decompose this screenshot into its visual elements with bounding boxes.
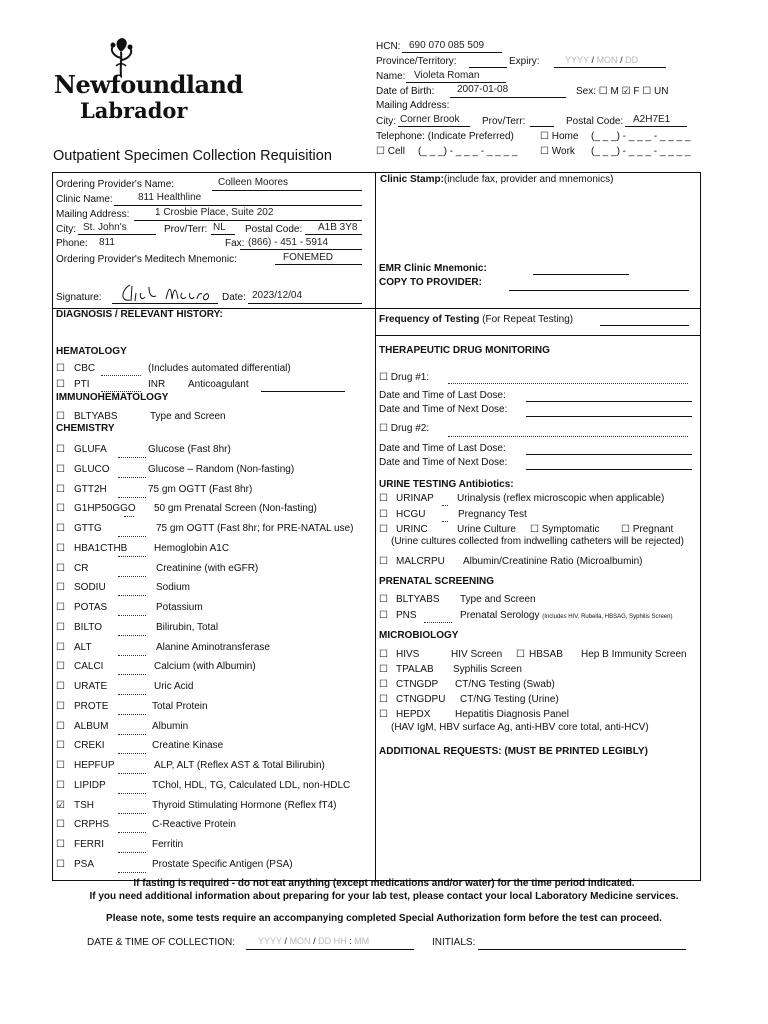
checkbox[interactable]: ☐ xyxy=(379,649,388,660)
test-code: PNS xyxy=(396,610,417,621)
cell-phone-checkbox[interactable]: ☐ Cell xyxy=(376,146,405,157)
collection-label: DATE & TIME OF COLLECTION: xyxy=(87,937,235,948)
test-desc: Creatinine (with eGFR) xyxy=(156,562,259,574)
expiry-field[interactable]: YYYY / MON / DD xyxy=(565,55,639,65)
test-code: PROTE xyxy=(74,700,109,712)
test-code: HBSAB xyxy=(529,649,563,660)
test-desc: Hepatitis Diagnosis Panel xyxy=(455,709,569,720)
test-code: TPALAB xyxy=(396,664,434,675)
test-desc: 75 gm OGTT (Fast 8hr) xyxy=(148,483,253,495)
anticoagulant-label: Anticoagulant xyxy=(188,379,249,390)
hepdx-note: (HAV IgM, HBV surface Ag, anti-HBV core total, anti-HCV) xyxy=(391,722,649,733)
hcn-label: HCN: xyxy=(376,41,401,52)
diagnosis-label: DIAGNOSIS / RELEVANT HISTORY: xyxy=(56,309,223,320)
provider-fax-field[interactable]: (866) - 451 - 5914 xyxy=(248,237,329,248)
checkbox[interactable]: ☐ xyxy=(56,444,65,455)
checkbox[interactable]: ☐ xyxy=(56,661,65,673)
provider-phone-field[interactable]: 811 xyxy=(99,237,115,248)
urine-culture-note: (Urine cultures collected from indwelling catheters will be rejected) xyxy=(391,536,684,547)
provider-city-field[interactable]: St. John's xyxy=(83,222,127,233)
sex-field[interactable]: Sex: ☐ M ☑ F ☐ UN xyxy=(576,86,669,97)
home-phone-checkbox[interactable]: ☐ Home xyxy=(540,131,579,142)
test-code: GLUCO xyxy=(74,463,110,475)
test-code: HCGU xyxy=(396,509,426,520)
checkbox[interactable]: ☐ xyxy=(379,610,388,621)
signature-label: Signature: xyxy=(56,292,102,303)
test-code: CALCI xyxy=(74,661,104,673)
checkbox[interactable]: ☐ xyxy=(56,523,65,534)
test-desc: Total Protein xyxy=(152,700,208,712)
test-code: CTNGDPU xyxy=(396,694,446,705)
test-desc: (Includes automated differential) xyxy=(148,363,291,374)
drug1-checkbox[interactable]: ☐ Drug #1: xyxy=(379,372,430,383)
test-code: CREKI xyxy=(74,740,105,752)
test-desc: C-Reactive Protein xyxy=(152,819,236,831)
provider-phone-label: Phone: xyxy=(56,238,88,249)
checkbox[interactable]: ☐ xyxy=(56,621,65,633)
test-code: URINC xyxy=(396,524,428,535)
provider-fax-label: Fax: xyxy=(225,238,245,249)
signature-date-field[interactable]: 2023/12/04 xyxy=(252,290,303,301)
urine-header: URINE TESTING Antibiotics: xyxy=(379,479,514,490)
special-authorization-note: Please note, some tests require an accompanying completed Special Authorization form before the test can proceed. xyxy=(106,913,662,924)
test-desc: Uric Acid xyxy=(154,681,194,692)
checkbox[interactable]: ☐ xyxy=(56,779,65,791)
provider-mailing-field[interactable]: 1 Crosbie Place, Suite 202 xyxy=(155,207,274,218)
test-desc: Type and Screen xyxy=(460,594,536,605)
signature-image xyxy=(118,280,216,304)
drug1-last-dose-label: Date and Time of Last Dose: xyxy=(379,390,506,401)
hcn-field[interactable]: 690 070 085 509 xyxy=(409,40,485,51)
test-code: BLTYABS xyxy=(396,594,440,605)
info-note: If you need additional information about preparing for your lab test, please contact your local Laboratory Medicine services. xyxy=(89,891,679,902)
home-phone-field[interactable]: (_ _ _) - _ _ _ - _ _ _ _ xyxy=(591,131,691,142)
mailing-address-label: Mailing Address: xyxy=(376,100,450,111)
provider-mnemonic-label: Ordering Provider's Meditech Mnemonic: xyxy=(56,254,237,265)
checkbox[interactable]: ☐ xyxy=(56,641,65,653)
checkbox[interactable]: ☐ xyxy=(379,524,388,535)
test-desc: Hemoglobin A1C xyxy=(154,542,230,554)
test-code: URINAP xyxy=(396,493,434,504)
checkbox[interactable]: ☐ xyxy=(379,664,388,675)
clinic-stamp-label: Clinic Stamp:(include fax, provider and mnemonics) xyxy=(380,174,614,185)
checkbox[interactable]: ☑ xyxy=(56,799,65,811)
city-field[interactable]: Corner Brook xyxy=(400,114,460,125)
patient-name-field[interactable]: Violeta Roman xyxy=(414,70,480,81)
test-code: HEPDX xyxy=(396,709,431,720)
work-phone-checkbox[interactable]: ☐ Work xyxy=(540,146,575,157)
initials-label: INITIALS: xyxy=(432,937,476,948)
test-code: SODIU xyxy=(74,582,106,594)
checkbox[interactable]: ☐ xyxy=(56,760,65,771)
provider-city-label: City: xyxy=(56,224,76,235)
checkbox[interactable]: ☐ xyxy=(56,858,65,870)
dob-field[interactable]: 2007-01-08 xyxy=(457,84,509,95)
city-label: City: xyxy=(376,116,396,127)
test-code: CR xyxy=(74,562,89,574)
test-code: G1HP50GGO xyxy=(74,503,136,515)
checkbox[interactable]: ☐ xyxy=(379,493,388,504)
test-desc: Albumin xyxy=(152,720,189,732)
test-code: ALT xyxy=(74,641,92,653)
collection-datetime-field[interactable]: YYYY / MON / DD HH : MM xyxy=(258,936,370,946)
test-code: URATE xyxy=(74,681,108,692)
provider-name-field[interactable]: Colleen Moores xyxy=(218,177,289,188)
name-label: Name: xyxy=(376,71,406,82)
test-desc: Thyroid Stimulating Hormone (Reflex fT4) xyxy=(152,799,337,811)
microbiology-header: MICROBIOLOGY xyxy=(379,630,459,641)
provider-mnemonic-field[interactable]: FONEMED xyxy=(283,252,333,263)
checkbox[interactable]: ☐ xyxy=(56,720,65,732)
signature-date-label: Date: xyxy=(222,292,246,303)
test-code: GLUFA xyxy=(74,444,107,455)
tdm-header: THERAPEUTIC DRUG MONITORING xyxy=(379,345,550,356)
drug2-last-dose-label: Date and Time of Last Dose: xyxy=(379,443,506,454)
chemistry-header: CHEMISTRY xyxy=(56,423,115,434)
checkbox[interactable]: ☐ xyxy=(56,379,65,390)
checkbox[interactable]: ☐ xyxy=(56,740,65,752)
test-desc: Urinalysis (reflex microscopic when applicable) xyxy=(457,493,665,504)
additional-requests-label: ADDITIONAL REQUESTS: (MUST BE PRINTED LEGIBLY) xyxy=(379,746,648,757)
test-desc: Glucose – Random (Non-fasting) xyxy=(148,463,295,475)
checkbox[interactable]: ☐ xyxy=(56,700,65,712)
test-desc: 75 gm OGTT (Fast 8hr; for PRE-NATAL use) xyxy=(156,523,354,534)
emr-mnemonic-label: EMR Clinic Mnemonic: xyxy=(379,263,487,274)
clinic-name-field[interactable]: 811 Healthline xyxy=(138,192,202,203)
checkbox[interactable]: ☐ xyxy=(56,839,65,850)
test-desc: Albumin/Creatinine Ratio (Microalbumin) xyxy=(463,556,643,567)
checkbox[interactable]: ☐ xyxy=(379,556,388,567)
checkbox[interactable]: ☐ xyxy=(379,679,388,690)
drug1-next-dose-label: Date and Time of Next Dose: xyxy=(379,404,508,415)
checkbox[interactable]: ☐ xyxy=(56,582,65,594)
prenatal-header: PRENATAL SCREENING xyxy=(379,576,495,587)
test-desc: Syphilis Screen xyxy=(453,664,522,675)
copy-to-provider-label: COPY TO PROVIDER: xyxy=(379,277,482,288)
dob-label: Date of Birth: xyxy=(376,86,435,97)
test-desc: Urine Culture xyxy=(457,524,516,535)
provider-mailing-label: Mailing Address: xyxy=(56,209,130,220)
test-desc: Alanine Aminotransferase xyxy=(156,641,270,653)
test-code: LIPIDP xyxy=(74,779,106,791)
test-desc: HIV Screen xyxy=(451,649,503,660)
provider-prov-field[interactable]: NL xyxy=(213,222,226,233)
checkbox[interactable]: ☐ xyxy=(379,709,388,720)
test-desc: 50 gm Prenatal Screen (Non-fasting) xyxy=(154,503,317,515)
form-grid xyxy=(52,172,701,881)
checkbox[interactable]: ☐ xyxy=(56,542,65,554)
logo-line2: Labrador xyxy=(80,98,188,123)
test-desc: Pregnancy Test xyxy=(458,509,527,520)
test-code: HIVS xyxy=(396,649,420,660)
test-code: PSA xyxy=(74,858,95,870)
test-desc: INR xyxy=(148,379,166,390)
form-title: Outpatient Specimen Collection Requisition xyxy=(53,148,332,164)
checkbox[interactable]: ☐ xyxy=(56,819,65,831)
checkbox[interactable]: ☐ xyxy=(56,463,65,475)
telephone-label: Telephone: (Indicate Preferred) xyxy=(376,131,514,142)
fasting-note: If fasting is required - do not eat anything (except medications and/or water) for the time period indicated. xyxy=(133,878,635,889)
checkbox[interactable]: ☐ xyxy=(516,649,525,660)
test-code: PTI xyxy=(74,379,90,390)
test-desc: TChol, HDL, TG, Calculated LDL, non-HDLC xyxy=(152,779,351,791)
frequency-label: Frequency of Testing (For Repeat Testing) xyxy=(379,314,574,325)
cell-phone-field[interactable]: (_ _ _) - _ _ _ - _ _ _ _ xyxy=(418,146,518,157)
test-desc: Creatine Kinase xyxy=(152,740,224,752)
test-desc: CT/NG Testing (Urine) xyxy=(460,694,559,705)
province-label: Province/Territory: xyxy=(376,56,457,67)
checkbox[interactable]: ☐ xyxy=(56,562,65,574)
work-phone-field[interactable]: (_ _ _) - _ _ _ - _ _ _ _ xyxy=(591,146,691,157)
postal-label: Postal Code: xyxy=(566,116,624,127)
expiry-label: Expiry: xyxy=(509,56,540,67)
checkbox[interactable]: ☐ xyxy=(379,694,388,705)
pregnant-checkbox[interactable]: ☐ Pregnant xyxy=(621,524,674,535)
test-desc: Sodium xyxy=(156,582,190,594)
test-desc: Ferritin xyxy=(152,839,184,850)
clinic-name-label: Clinic Name: xyxy=(56,194,113,205)
test-code: CBC xyxy=(74,363,96,374)
test-desc: Potassium xyxy=(156,602,203,613)
logo-line1: Newfoundland xyxy=(54,70,243,99)
test-code: CTNGDP xyxy=(396,679,439,690)
test-code: BILTO xyxy=(74,621,102,633)
drug2-next-dose-label: Date and Time of Next Dose: xyxy=(379,457,508,468)
drug2-checkbox[interactable]: ☐ Drug #2: xyxy=(379,423,430,434)
test-code: BLTYABS xyxy=(74,411,118,422)
checkbox[interactable]: ☐ xyxy=(56,602,65,613)
test-code: HEPFUP xyxy=(74,760,115,771)
symptomatic-checkbox[interactable]: ☐ Symptomatic xyxy=(530,524,600,535)
test-code: GTT2H xyxy=(74,483,107,495)
test-desc: CT/NG Testing (Swab) xyxy=(455,679,555,690)
test-desc: Prenatal Serology (Includes HIV, Rubella, HBSAG, Syphilis Screen) xyxy=(460,610,673,621)
hematology-header: HEMATOLOGY xyxy=(56,346,127,357)
provider-postal-label: Postal Code: xyxy=(245,224,303,235)
immunohematology-header: IMMUNOHEMATOLOGY xyxy=(56,392,169,403)
checkbox[interactable]: ☐ xyxy=(379,509,388,520)
test-desc: ALP, ALT (Reflex AST & Total Bilirubin) xyxy=(154,760,325,771)
prov-label: Prov/Terr: xyxy=(482,116,526,127)
test-code: ALBUM xyxy=(74,720,109,732)
test-code: TSH xyxy=(74,799,94,811)
test-code: HBA1CTHB xyxy=(74,542,128,554)
test-desc: Prostate Specific Antigen (PSA) xyxy=(152,858,293,870)
checkbox[interactable]: ☐ xyxy=(379,594,388,605)
provider-name-label: Ordering Provider's Name: xyxy=(56,179,175,190)
provider-prov-label: Prov/Terr: xyxy=(164,224,208,235)
test-desc: Glucose (Fast 8hr) xyxy=(148,444,231,455)
postal-field[interactable]: A2H7E1 xyxy=(633,114,671,125)
test-code: CRPHS xyxy=(74,819,110,831)
checkbox[interactable]: ☐ xyxy=(56,483,65,495)
checkbox[interactable]: ☐ xyxy=(56,503,65,515)
checkbox[interactable]: ☐ xyxy=(56,363,65,374)
test-desc: Hep B Immunity Screen xyxy=(581,649,687,660)
test-desc: Bilirubin, Total xyxy=(156,621,219,633)
provider-postal-field[interactable]: A1B 3Y8 xyxy=(318,222,358,233)
test-desc: Calcium (with Albumin) xyxy=(154,661,256,673)
test-code: POTAS xyxy=(74,602,108,613)
checkbox[interactable]: ☐ xyxy=(56,411,65,422)
test-code: GTTG xyxy=(74,523,102,534)
test-code: FERRI xyxy=(74,839,104,850)
checkbox[interactable]: ☐ xyxy=(56,681,65,692)
test-code: MALCRPU xyxy=(396,556,445,567)
test-desc: Type and Screen xyxy=(150,411,226,422)
